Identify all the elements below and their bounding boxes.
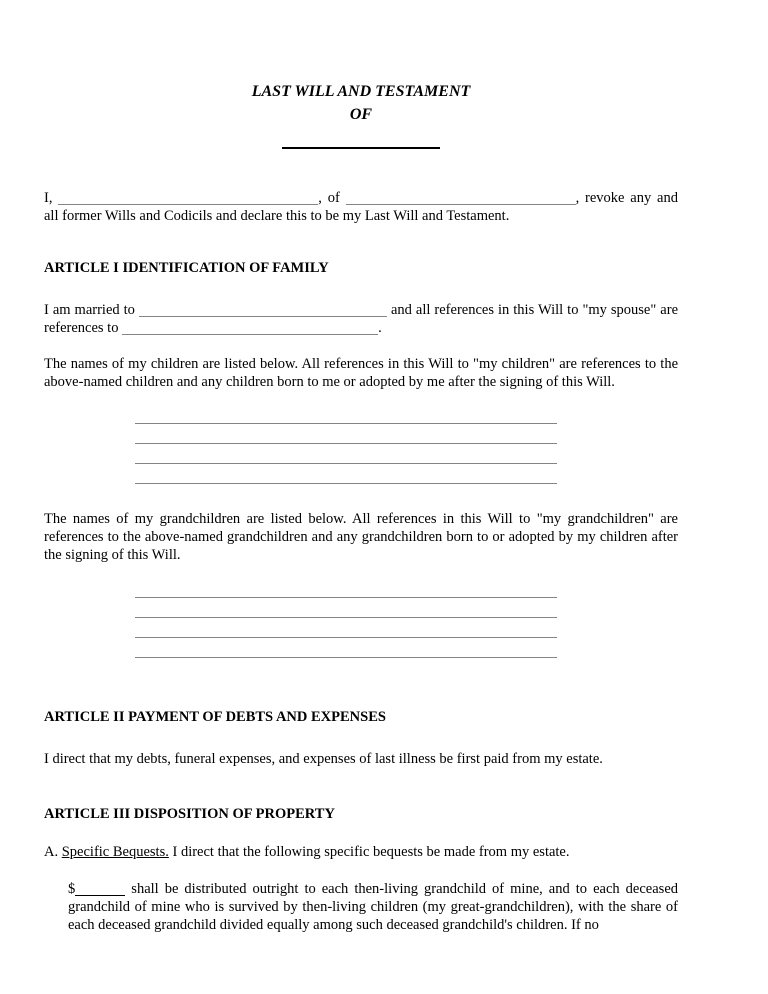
marriage-text-2: and all references in this Will to "my spouse" are references to bbox=[44, 302, 678, 336]
article-2-heading: ARTICLE II PAYMENT OF DEBTS AND EXPENSES bbox=[44, 709, 386, 725]
children-name-line-2 bbox=[135, 424, 557, 444]
children-intro-paragraph: The names of my children are listed below. All references in this Will to "my children" are references to the above-named children and any children born to me or adopted by me after the signing of this Will. bbox=[44, 356, 678, 390]
children-name-line-4 bbox=[135, 464, 557, 484]
title-name-blank bbox=[282, 147, 440, 149]
grandchildren-name-line-4 bbox=[135, 638, 557, 658]
bequest-text: shall be distributed outright to each then-living grandchild of mine, and to each deceased grandchild of mine who is survived by then-living children (my great-grandchildren), with the share of each deceased grandchild divided equally among such deceased grandchild's children. If no bbox=[68, 881, 679, 933]
document-title-line1: LAST WILL AND TESTAMENT bbox=[251, 83, 471, 100]
children-name-line-3 bbox=[135, 444, 557, 464]
bequest-amount-blank bbox=[75, 884, 125, 896]
specific-bequests-paragraph bbox=[44, 843, 678, 861]
document-title bbox=[44, 0, 678, 126]
item-a-title: Specific Bequests. bbox=[61, 844, 169, 860]
article-3-heading: ARTICLE III DISPOSITION OF PROPERTY bbox=[44, 806, 335, 822]
opening-text-1: I, bbox=[44, 190, 53, 206]
opening-paragraph bbox=[44, 189, 678, 225]
grandchildren-name-line-2 bbox=[135, 598, 557, 618]
testator-residence-blank bbox=[346, 193, 576, 205]
marriage-text-1: I am married to bbox=[44, 302, 135, 318]
marriage-paragraph bbox=[44, 301, 678, 337]
grandchildren-name-lines bbox=[135, 578, 557, 658]
grandchildren-intro-paragraph: The names of my grandchildren are listed below. All references in this Will to "my grandchildren" are references to the above-named grandchildren and any grandchildren born to or adopted by my children after the signing of this Will. bbox=[44, 510, 678, 563]
marriage-text-3: . bbox=[378, 320, 382, 336]
children-name-line-1 bbox=[135, 404, 557, 424]
testator-name-blank bbox=[58, 193, 318, 205]
debts-paragraph: I direct that my debts, funeral expenses, and expenses of last illness be first paid from my estate. bbox=[44, 751, 603, 767]
item-a-text: I direct that the following specific bequests be made from my estate. bbox=[172, 844, 570, 860]
grandchildren-name-line-1 bbox=[135, 578, 557, 598]
currency-symbol: $ bbox=[68, 881, 76, 897]
bequest-amount-paragraph bbox=[44, 880, 678, 934]
spouse-name-blank bbox=[139, 305, 387, 317]
opening-text-3: , revoke any and all former Wills and Codicils and declare this to be my Last Will and Testament. bbox=[44, 190, 678, 224]
article-1-heading: ARTICLE I IDENTIFICATION OF FAMILY bbox=[44, 260, 329, 276]
document-title-line2: OF bbox=[349, 106, 373, 123]
grandchildren-name-line-3 bbox=[135, 618, 557, 638]
spouse-name-blank-2 bbox=[122, 323, 378, 335]
item-a-label: A. bbox=[44, 844, 59, 860]
children-name-lines bbox=[135, 404, 557, 484]
opening-text-2: , of bbox=[318, 190, 340, 206]
